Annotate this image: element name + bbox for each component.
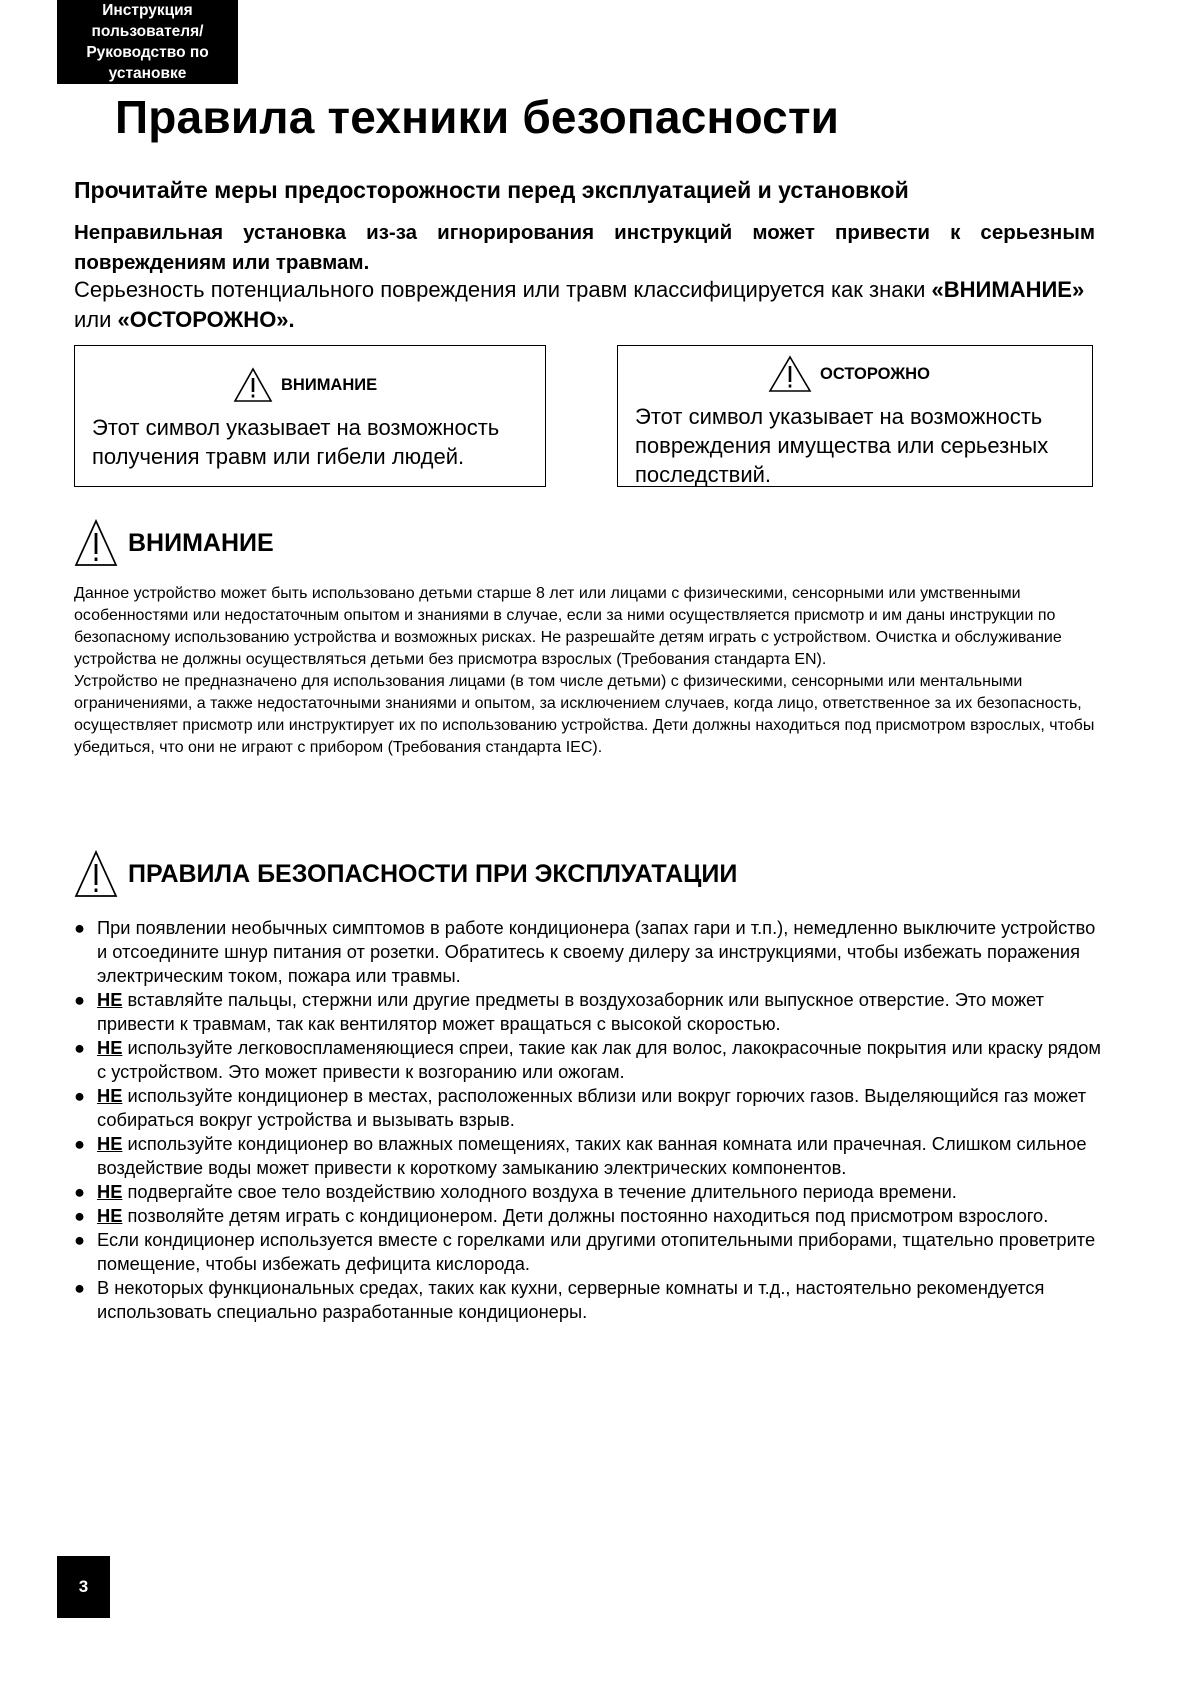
bullet-icon: ●	[74, 917, 86, 938]
rule-text: В некоторых функциональных средах, таких как кухни, серверные комнаты и т.д., настоятельно рекомендуется использовать специально разработанные кондиционеры.	[97, 1277, 1045, 1322]
bullet-icon: ●	[74, 1277, 86, 1298]
intro-text-or: или	[74, 307, 118, 332]
warning-box-text: Этот символ указывает на возможность получения травм или гибели людей.	[92, 415, 500, 469]
rule-item	[74, 1084, 1104, 1132]
bullet-icon: ●	[74, 1181, 86, 1202]
rule-item	[74, 1228, 1104, 1276]
intro-bold-text: Неправильная установка из-за игнорирования инструкций может привести к серьезным повреждениям или травмам.	[74, 221, 1095, 274]
rule-item	[74, 1036, 1104, 1084]
warning-triangle-icon	[768, 355, 812, 393]
warning-section-body	[74, 583, 1104, 759]
warning-section-heading	[74, 519, 274, 567]
rule-text: используйте легковоспламеняющиеся спреи, такие как лак для волос, лакокрасочные покрытия или краску рядом с устройством. Это может привести к возгоранию или ожогам.	[97, 1037, 1101, 1082]
rule-prohibition-prefix: НЕ	[97, 1085, 123, 1106]
header-tab-line: Руководство по	[86, 44, 209, 61]
operation-rules-list	[74, 916, 1104, 1324]
warning-triangle-icon	[233, 367, 273, 403]
warning-definition-box	[74, 345, 546, 487]
warning-box-heading	[233, 367, 377, 403]
operation-rules-heading	[74, 850, 737, 898]
rule-prohibition-prefix: НЕ	[97, 1205, 123, 1226]
rule-prohibition-prefix: НЕ	[97, 989, 123, 1010]
bullet-icon: ●	[74, 989, 86, 1010]
page-title: Правила техники безопасности	[115, 91, 840, 143]
operation-rules-title: ПРАВИЛА БЕЗОПАСНОСТИ ПРИ ЭКСПЛУАТАЦИИ	[128, 859, 738, 888]
rule-item	[74, 988, 1104, 1036]
warning-triangle-icon	[74, 850, 118, 898]
rule-prohibition-prefix: НЕ	[97, 1133, 123, 1154]
rule-text: используйте кондиционер в местах, расположенных вблизи или вокруг горючих газов. Выделяющийся газ может собираться вокруг устройства и вызывать взрыв.	[97, 1085, 1087, 1130]
header-tab	[57, 0, 238, 84]
rule-prohibition-prefix: НЕ	[97, 1037, 123, 1058]
bullet-icon: ●	[74, 1229, 86, 1250]
rule-text: Если кондиционер используется вместе с горелками или другими отопительными приборами, тщательно проветрите помещение, чтобы избежать дефицита кислорода.	[97, 1229, 1096, 1274]
bullet-icon: ●	[74, 1133, 86, 1154]
bullet-icon: ●	[74, 1037, 86, 1058]
header-tab-line: установке	[108, 65, 187, 82]
rule-item	[74, 916, 1104, 988]
caution-box-text: Этот символ указывает на возможность повреждения имущества или серьезных последствий.	[635, 404, 1049, 487]
header-tab-line: пользователя/	[91, 23, 204, 40]
rule-item	[74, 1276, 1104, 1324]
rule-item	[74, 1132, 1104, 1180]
warning-paragraph: Устройство не предназначено для использования лицами (в том числе детьми) с физическими, сенсорными или ментальными ограничениями, а также недостаточными знаниями и опытом, за исключением случаев, когда лицо, ответственное за их безопасность, осуществляет присмотр или инструктирует их по использованию устройства. Дети должны находиться под присмотром взрослых, чтобы убедиться, что они не играют с прибором (Требования стандарта IEC).	[74, 673, 1095, 756]
caution-box-label: ОСТОРОЖНО	[820, 364, 930, 383]
page-number: 3	[57, 1556, 110, 1618]
intro-caution-term: «ОСТОРОЖНО».	[117, 307, 295, 332]
intro-text	[74, 275, 1104, 335]
warning-box-label: ВНИМАНИЕ	[281, 375, 378, 394]
bullet-icon: ●	[74, 1085, 86, 1106]
rule-text: вставляйте пальцы, стержни или другие предметы в воздухозаборник или выпускное отверстие. Это может привести к травмам, так как вентилятор может вращаться с высокой скоростью.	[97, 989, 1044, 1034]
intro-warning-term: «ВНИМАНИЕ»	[931, 277, 1085, 302]
subtitle: Прочитайте меры предосторожности перед эксплуатацией и установкой	[74, 177, 909, 203]
caution-definition-box	[617, 345, 1093, 487]
rule-text: подвергайте свое тело воздействию холодного воздуха в течение длительного периода времени.	[122, 1181, 957, 1202]
warning-paragraph: Данное устройство может быть использовано детьми старше 8 лет или лицами с физическими, сенсорными или умственными особенностями или недостаточным опытом и знаниями в случае, если за ними осуществляется присмотр и им даны инструкции по безопасному использованию устройства и возможных рисках. Не разрешайте детям играть с устройством. Очистка и обслуживание устройства не должны осуществляться детьми без присмотра взрослых (Требования стандарта EN).	[74, 585, 1062, 668]
header-tab-line: Инструкция	[102, 2, 193, 19]
rule-text: При появлении необычных симптомов в работе кондиционера (запах гари и т.п.), немедленно выключите устройство и отсоедините шнур питания от розетки. Обратитесь к своему дилеру за инструкциями, чтобы избежать поражения электрическим током, пожара или травмы.	[97, 917, 1096, 986]
warning-triangle-icon	[74, 519, 118, 567]
caution-box-heading	[768, 355, 930, 393]
rule-text: позволяйте детям играть с кондиционером. Дети должны постоянно находиться под присмотром взрослого.	[122, 1205, 1049, 1226]
rule-item	[74, 1204, 1104, 1228]
rule-text: используйте кондиционер во влажных помещениях, таких как ванная комната или прачечная. Слишком сильное воздействие воды может привести к короткому замыканию электрических компонентов.	[97, 1133, 1087, 1178]
rule-prohibition-prefix: НЕ	[97, 1181, 123, 1202]
bullet-icon: ●	[74, 1205, 86, 1226]
warning-section-title: ВНИМАНИЕ	[128, 528, 274, 557]
intro-text-before: Серьезность потенциального повреждения или травм классифицируется как знаки	[74, 277, 932, 302]
rule-item	[74, 1180, 1104, 1204]
